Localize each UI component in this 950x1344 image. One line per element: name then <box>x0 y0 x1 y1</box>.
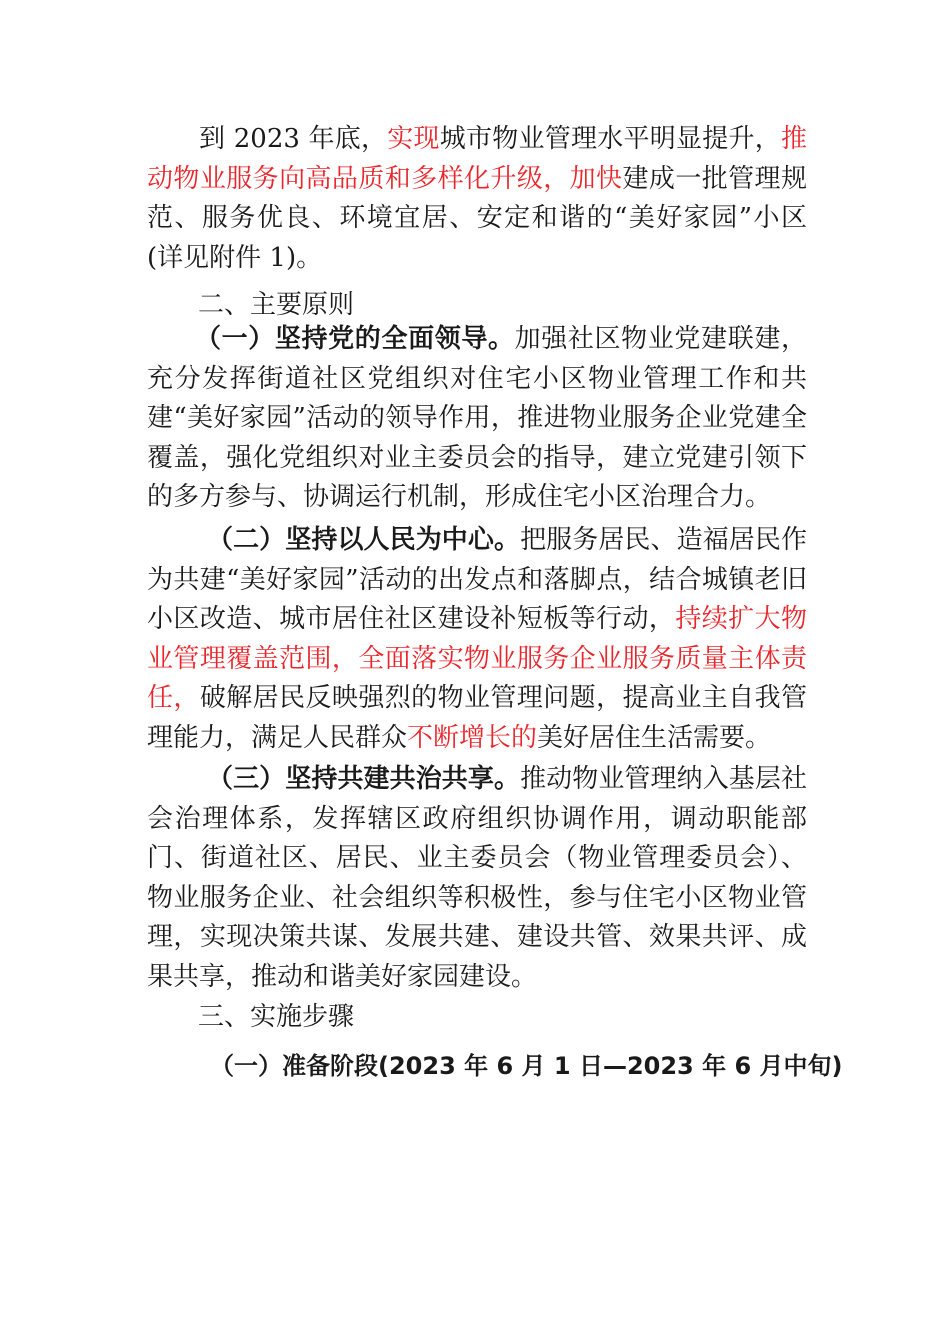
principle-2-highlight-2: 不断增长的 <box>407 722 538 753</box>
goal-highlight-1: 实现 <box>387 124 440 154</box>
paragraph-principle-2 <box>147 521 807 758</box>
goal-text-1: 到 2023 年底， <box>199 124 388 154</box>
paragraph-principle-3 <box>147 760 807 997</box>
principle-3-body: 推动物业管理纳入基层社会治理体系，发挥辖区政府组织协调作用，调动职能部门、街道社区、居民、业主委员会（物业管理委员会）、物业服务企业、社会组织等积极性，参与住宅小区物业管理，实现决策共谋、发展共建、建设共管、效果共评、成果共享，推动和谐美好家园建设。 <box>147 764 807 992</box>
goal-text-2: 城市物业管理水平明显提升， <box>439 124 781 154</box>
goal-highlight-2: 推动物业服务向高品质和多样化升级，加快 <box>147 124 807 194</box>
section-heading-steps: 三、实施步骤 <box>198 1002 355 1032</box>
principle-2-title: （二）坚持以人民为中心。 <box>207 525 521 555</box>
stage-1-heading: （一）准备阶段(2023 年 6 月 1 日—2023 年 6 月中旬) <box>210 1052 843 1080</box>
goal-text-3: 建成一批管理规范、服务优良、环境宜居、安定和谐的“美好家园”小区(详见附件 1)。 <box>147 163 807 273</box>
paragraph-principle-1 <box>147 320 807 518</box>
section-heading-principles: 二、主要原则 <box>198 290 355 320</box>
principle-2-text-1: 把服务居民、造福居民作为共建“美好家园”活动的出发点和落脚点，结合城镇老旧小区改造、城市居住社区建设补短板等行动， <box>147 525 807 634</box>
principle-2-text-2: 破解居民反映强烈的物业管理问题，提高业主自我管理能力，满足人民群众 <box>147 683 807 753</box>
principle-1-body: 加强社区物业党建联建，充分发挥街道社区党组织对住宅小区物业管理工作和共建“美好家园”活动的领导作用，推进物业服务企业党建全覆盖，强化党组织对业主委员会的指导，建立党建引领下的多方参与、协调运行机制，形成住宅小区治理合力。 <box>147 324 807 512</box>
principle-2-highlight-1: 持续扩大物业管理覆盖范围，全面落实物业服务企业服务质量主体责任， <box>147 604 807 713</box>
principle-1-title: （一）坚持党的全面领导。 <box>195 324 515 354</box>
principle-2-text-3: 美好居住生活需要。 <box>537 722 772 753</box>
paragraph-goal <box>147 120 807 278</box>
principle-3-title: （三）坚持共建共治共享。 <box>207 764 521 794</box>
